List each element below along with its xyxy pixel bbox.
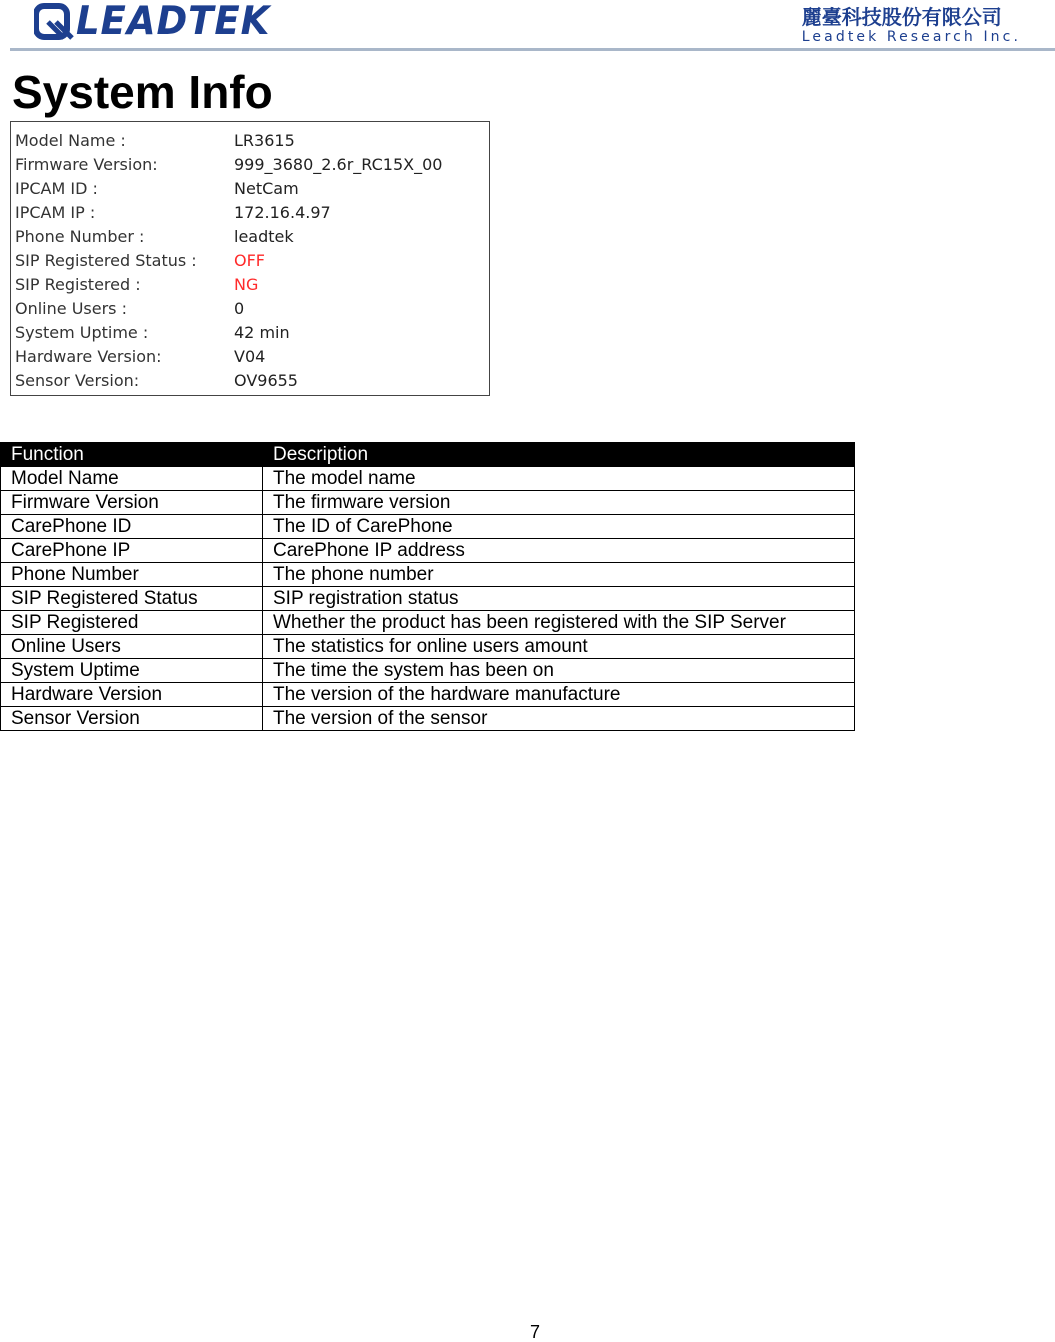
info-row xyxy=(11,249,489,273)
info-label: Firmware Version: xyxy=(15,155,158,174)
info-row xyxy=(11,321,489,345)
table-row xyxy=(1,659,855,683)
function-cell: Firmware Version xyxy=(1,491,263,515)
table-row xyxy=(1,707,855,731)
function-cell: Model Name xyxy=(1,467,263,491)
info-value: NetCam xyxy=(234,179,299,198)
function-cell: System Uptime xyxy=(1,659,263,683)
company-name-english: Leadtek Research Inc. xyxy=(801,29,1021,45)
description-cell: The firmware version xyxy=(263,491,855,515)
description-cell: The statistics for online users amount xyxy=(263,635,855,659)
function-cell: SIP Registered Status xyxy=(1,587,263,611)
page-header xyxy=(0,0,1055,54)
table-row xyxy=(1,467,855,491)
leadtek-logo xyxy=(34,2,281,42)
info-value: leadtek xyxy=(234,227,294,246)
logo-text: LEADTEK xyxy=(76,0,271,44)
function-cell: Sensor Version xyxy=(1,707,263,731)
info-value: 999_3680_2.6r_RC15X_00 xyxy=(234,155,443,174)
info-value: LR3615 xyxy=(234,131,295,150)
info-value: NG xyxy=(234,275,259,294)
table-row xyxy=(1,683,855,707)
info-row xyxy=(11,225,489,249)
info-label: Hardware Version: xyxy=(15,347,162,366)
header-divider xyxy=(10,48,1055,51)
info-value: 0 xyxy=(234,299,245,318)
function-cell: Phone Number xyxy=(1,563,263,587)
info-value: V04 xyxy=(234,347,266,366)
table-row xyxy=(1,563,855,587)
description-cell: The version of the hardware manufacture xyxy=(263,683,855,707)
description-cell: The model name xyxy=(263,467,855,491)
function-cell: CarePhone IP xyxy=(1,539,263,563)
function-description-table xyxy=(0,442,855,731)
info-row xyxy=(11,153,489,177)
table-row xyxy=(1,635,855,659)
company-name-chinese: 麗臺科技股份有限公司 xyxy=(801,5,1002,29)
info-value: 172.16.4.97 xyxy=(234,203,331,222)
page-number: 7 xyxy=(529,1322,540,1342)
info-label: IPCAM ID : xyxy=(15,179,98,198)
info-label: SIP Registered Status : xyxy=(15,251,197,270)
description-cell: The ID of CarePhone xyxy=(263,515,855,539)
info-row xyxy=(11,177,489,201)
info-label: System Uptime : xyxy=(15,323,149,342)
table-header-row xyxy=(1,443,855,467)
description-cell: CarePhone IP address xyxy=(263,539,855,563)
table-row xyxy=(1,515,855,539)
description-cell: SIP registration status xyxy=(263,587,855,611)
function-cell: Hardware Version xyxy=(1,683,263,707)
column-header-function: Function xyxy=(1,443,263,467)
info-value: OFF xyxy=(234,251,265,270)
column-header-description: Description xyxy=(263,443,855,467)
table-row xyxy=(1,491,855,515)
description-cell: The version of the sensor xyxy=(263,707,855,731)
table-row xyxy=(1,587,855,611)
info-label: Phone Number : xyxy=(15,227,145,246)
description-cell: The phone number xyxy=(263,563,855,587)
company-name xyxy=(802,5,1021,45)
info-row xyxy=(11,369,489,393)
info-value: OV9655 xyxy=(234,371,298,390)
info-row xyxy=(11,273,489,297)
info-row xyxy=(11,297,489,321)
table-row xyxy=(1,611,855,635)
page-title: System Info xyxy=(12,66,273,118)
description-cell: The time the system has been on xyxy=(263,659,855,683)
description-cell: Whether the product has been registered with the SIP Server xyxy=(263,611,855,635)
info-label: IPCAM IP : xyxy=(15,203,96,222)
function-cell: SIP Registered xyxy=(1,611,263,635)
function-cell: CarePhone ID xyxy=(1,515,263,539)
info-row xyxy=(11,201,489,225)
table-row xyxy=(1,539,855,563)
system-info-panel xyxy=(10,121,490,396)
info-label: SIP Registered : xyxy=(15,275,141,294)
info-label: Online Users : xyxy=(15,299,127,318)
info-label: Sensor Version: xyxy=(15,371,140,390)
info-label: Model Name : xyxy=(15,131,126,150)
function-cell: Online Users xyxy=(1,635,263,659)
leadtek-logo-mark-icon xyxy=(34,3,74,41)
info-row xyxy=(11,129,489,153)
info-row xyxy=(11,345,489,369)
info-value: 42 min xyxy=(234,323,290,342)
